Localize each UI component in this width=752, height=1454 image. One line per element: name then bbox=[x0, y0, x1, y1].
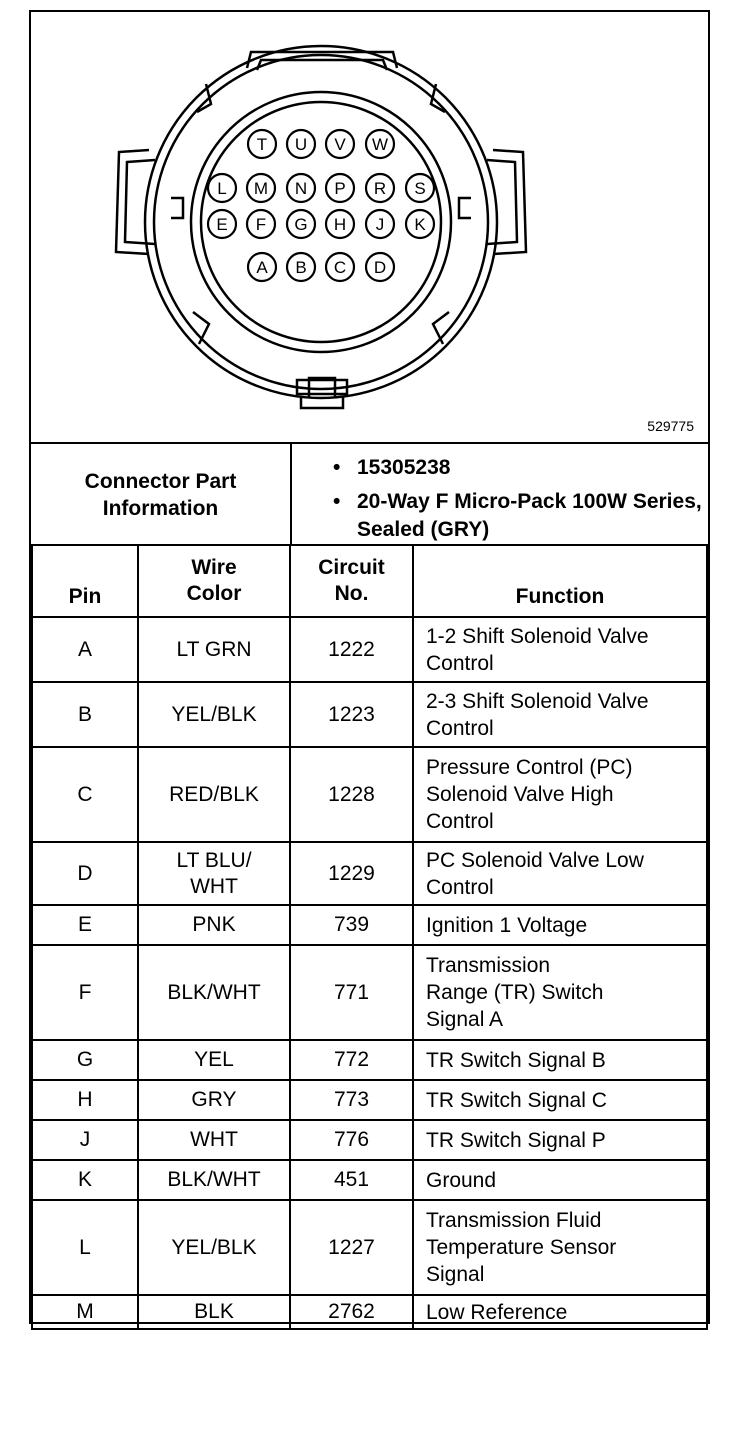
wire-color-cell: LT GRN bbox=[138, 617, 290, 682]
function-cell: Ground bbox=[413, 1160, 707, 1200]
pin-cell: F bbox=[32, 945, 138, 1040]
connector-pin-label: G bbox=[294, 215, 308, 234]
wire-color-cell: GRY bbox=[138, 1080, 290, 1120]
wire-color-cell: WHT bbox=[138, 1120, 290, 1160]
function-cell: Transmission Fluid Temperature Sensor Signal bbox=[413, 1200, 707, 1295]
wire-color-cell: BLK/WHT bbox=[138, 1160, 290, 1200]
wire-color-cell: BLK bbox=[138, 1295, 290, 1329]
table-header-row bbox=[32, 545, 707, 617]
part-number: • 15305238 bbox=[331, 454, 711, 482]
function-cell: Transmission Range (TR) Switch Signal A bbox=[413, 945, 707, 1040]
figure-number: 529775 bbox=[647, 418, 694, 434]
connector-pin-label: U bbox=[294, 135, 308, 154]
circuit-cell: 771 bbox=[290, 945, 413, 1040]
circuit-cell: 739 bbox=[290, 905, 413, 945]
connector-pin-label: W bbox=[371, 135, 389, 154]
header-circuit-no: Circuit No. bbox=[290, 545, 413, 617]
function-cell: Ignition 1 Voltage bbox=[413, 905, 707, 945]
table-row bbox=[32, 1160, 707, 1200]
circuit-cell: 1223 bbox=[290, 682, 413, 747]
table-row bbox=[32, 1120, 707, 1160]
connector-pin-label: M bbox=[253, 179, 269, 198]
function-cell: 1-2 Shift Solenoid Valve Control bbox=[413, 617, 707, 682]
part-info-label: Connector Part Information bbox=[84, 470, 237, 520]
table-row bbox=[32, 842, 707, 905]
pin-cell: L bbox=[32, 1200, 138, 1295]
connector-pin-label: C bbox=[333, 258, 347, 277]
function-cell: TR Switch Signal B bbox=[413, 1040, 707, 1080]
pin-cell: B bbox=[32, 682, 138, 747]
connector-housing bbox=[116, 46, 526, 408]
table-row bbox=[32, 747, 707, 842]
pin-cell: E bbox=[32, 905, 138, 945]
wire-color-cell: YEL bbox=[138, 1040, 290, 1080]
circuit-cell: 451 bbox=[290, 1160, 413, 1200]
connector-pin-label: A bbox=[256, 258, 268, 277]
wire-color-cell: PNK bbox=[138, 905, 290, 945]
pin-cell: K bbox=[32, 1160, 138, 1200]
pin-cell: A bbox=[32, 617, 138, 682]
circuit-cell: 773 bbox=[290, 1080, 413, 1120]
table-row bbox=[32, 1080, 707, 1120]
circuit-cell: 1222 bbox=[290, 617, 413, 682]
wire-color-cell: BLK/WHT bbox=[138, 945, 290, 1040]
pin-cell: D bbox=[32, 842, 138, 905]
connector-face-svg bbox=[31, 12, 708, 442]
part-info-list bbox=[331, 454, 711, 550]
connector-pin-label: V bbox=[334, 135, 346, 154]
connector-pin-label: N bbox=[294, 179, 308, 198]
table-row bbox=[32, 1295, 707, 1329]
part-info-divider bbox=[290, 444, 292, 546]
connector-pin-label: D bbox=[373, 258, 387, 277]
connector-description: • 20-Way F Micro-Pack 100W Series, Sealed (GRY) bbox=[331, 488, 711, 544]
pin-cell: M bbox=[32, 1295, 138, 1329]
function-cell: 2-3 Shift Solenoid Valve Control bbox=[413, 682, 707, 747]
connector-pin-label: K bbox=[414, 215, 426, 234]
function-cell: TR Switch Signal P bbox=[413, 1120, 707, 1160]
connector-pin-label: T bbox=[256, 135, 268, 154]
table-row bbox=[32, 682, 707, 747]
connector-face-drawing bbox=[31, 12, 708, 442]
table-row bbox=[32, 945, 707, 1040]
connector-pin-label: J bbox=[375, 215, 385, 234]
pin-cell: H bbox=[32, 1080, 138, 1120]
connector-pin-label: F bbox=[255, 215, 267, 234]
table-row bbox=[32, 905, 707, 945]
pin-cell: J bbox=[32, 1120, 138, 1160]
table-row bbox=[32, 617, 707, 682]
pinout-table bbox=[31, 544, 708, 1330]
pinout-table-body bbox=[32, 617, 707, 1329]
connector-pin-label: E bbox=[216, 215, 228, 234]
table-row bbox=[32, 1040, 707, 1080]
connector-pin-label: S bbox=[414, 179, 426, 198]
connector-part-information bbox=[31, 442, 708, 546]
connector-pin-label: P bbox=[334, 179, 346, 198]
pin-cell: C bbox=[32, 747, 138, 842]
connector-pin-label: R bbox=[373, 179, 387, 198]
header-wire-color: Wire Color bbox=[138, 545, 290, 617]
circuit-cell: 1229 bbox=[290, 842, 413, 905]
header-function: Function bbox=[413, 545, 707, 617]
connector-pin-label: B bbox=[295, 258, 307, 277]
table-row bbox=[32, 1200, 707, 1295]
circuit-cell: 1227 bbox=[290, 1200, 413, 1295]
pin-cell: G bbox=[32, 1040, 138, 1080]
wire-color-cell: YEL/BLK bbox=[138, 1200, 290, 1295]
wire-color-cell: YEL/BLK bbox=[138, 682, 290, 747]
connector-pin-label: L bbox=[217, 179, 227, 198]
header-pin: Pin bbox=[32, 545, 138, 617]
connector-pin-label: H bbox=[333, 215, 347, 234]
function-cell: PC Solenoid Valve Low Control bbox=[413, 842, 707, 905]
circuit-cell: 776 bbox=[290, 1120, 413, 1160]
circuit-cell: 2762 bbox=[290, 1295, 413, 1329]
circuit-cell: 1228 bbox=[290, 747, 413, 842]
connector-pins bbox=[208, 130, 434, 281]
wire-color-cell: RED/BLK bbox=[138, 747, 290, 842]
wire-color-cell: LT BLU/ WHT bbox=[138, 842, 290, 905]
function-cell: Pressure Control (PC) Solenoid Valve High Control bbox=[413, 747, 707, 842]
circuit-cell: 772 bbox=[290, 1040, 413, 1080]
function-cell: TR Switch Signal C bbox=[413, 1080, 707, 1120]
function-cell: Low Reference bbox=[413, 1295, 707, 1329]
